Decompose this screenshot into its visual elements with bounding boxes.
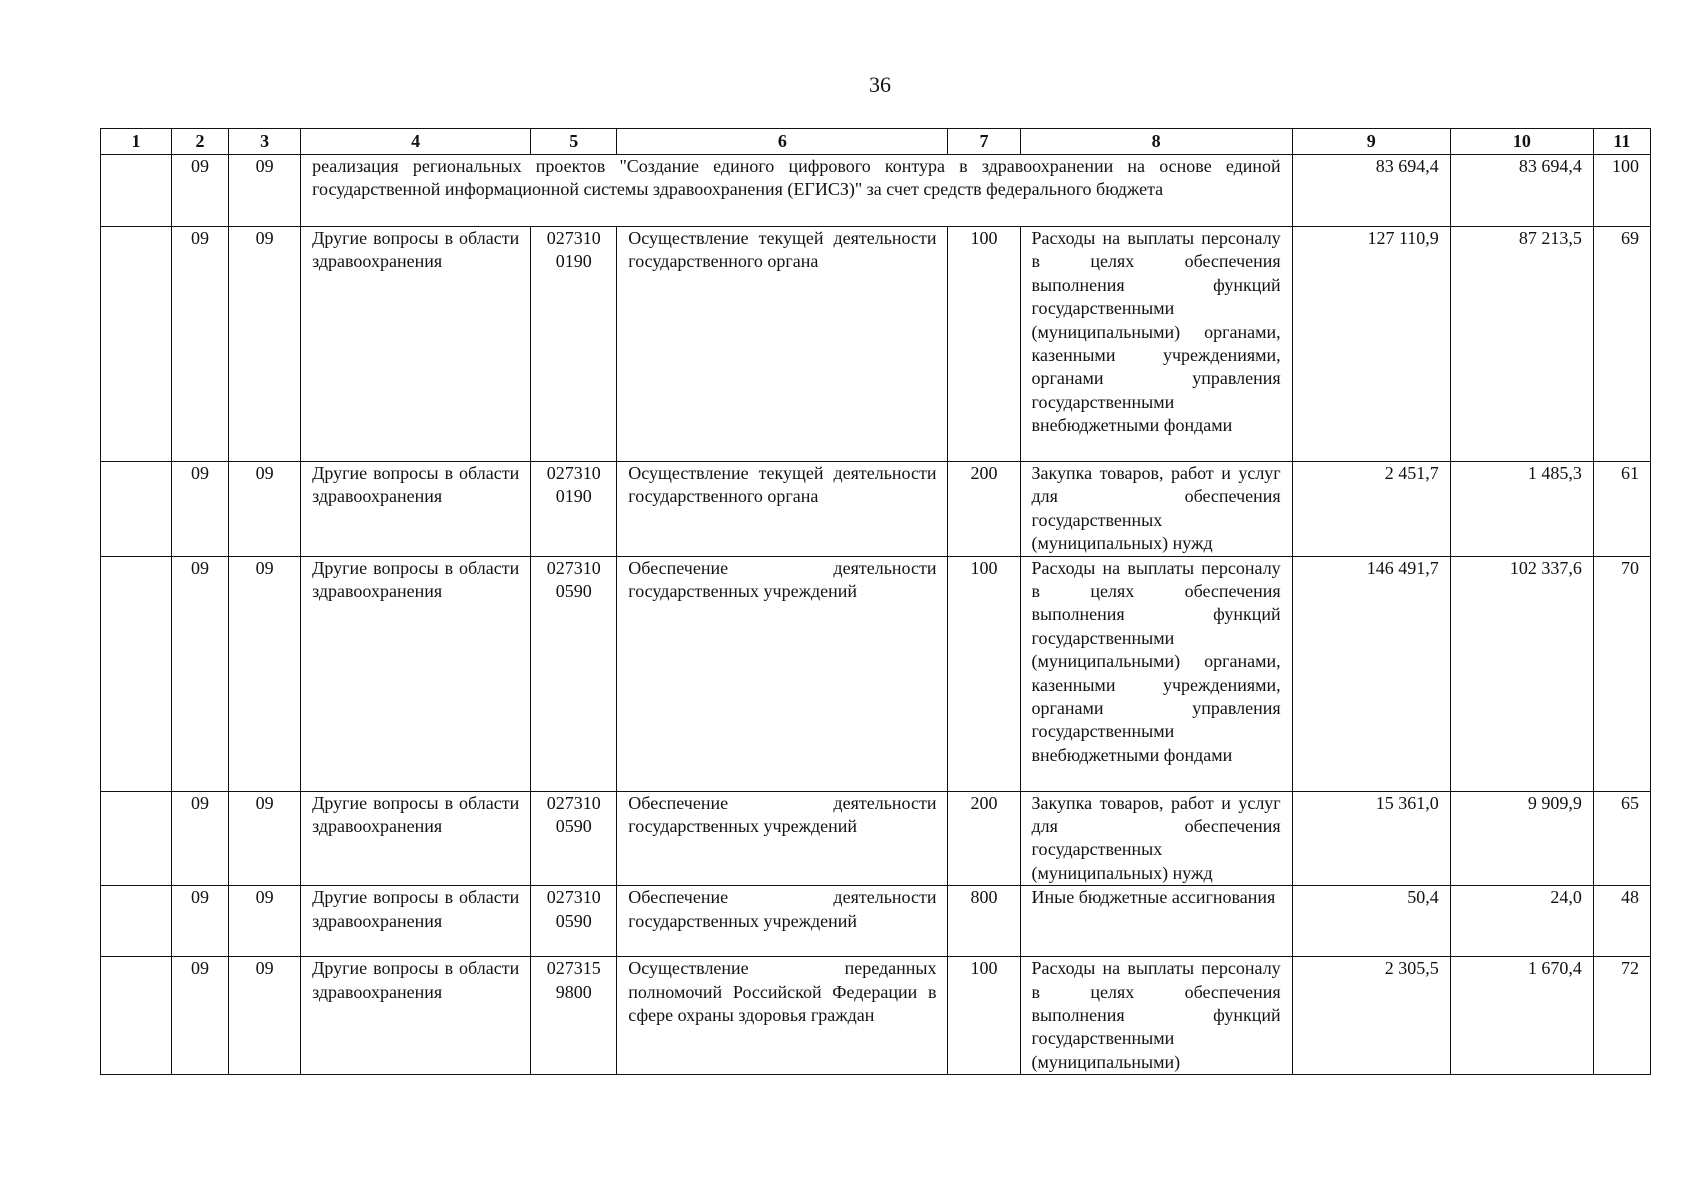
cell-percent: 69 [1593, 227, 1650, 462]
cell-subsection-name: Другие вопросы в области здравоохранения [301, 227, 531, 462]
cell-subsection: 09 [229, 227, 301, 462]
cell-subsection-name: Другие вопросы в области здравоохранения [301, 886, 531, 957]
cell-target-code: 027315 9800 [531, 957, 617, 1075]
cell-target-code: 027310 0590 [531, 886, 617, 957]
cell-actual-amount: 102 337,6 [1450, 556, 1593, 791]
cell-col1 [101, 227, 172, 462]
cell-expense-type-name: Закупка товаров, работ и услуг для обеспечения государственных (муниципальных) нужд [1020, 462, 1292, 557]
cell-col1 [101, 462, 172, 557]
header-col-11: 11 [1593, 129, 1650, 155]
header-col-9: 9 [1292, 129, 1450, 155]
cell-subsection: 09 [229, 155, 301, 227]
cell-actual-amount: 83 694,4 [1450, 155, 1593, 227]
cell-target-code: 027310 0590 [531, 556, 617, 791]
cell-col1 [101, 556, 172, 791]
cell-plan-amount: 146 491,7 [1292, 556, 1450, 791]
cell-percent: 72 [1593, 957, 1650, 1075]
cell-expense-type-code: 200 [948, 791, 1020, 886]
table-row [101, 227, 1651, 462]
cell-target-code: 027310 0190 [531, 462, 617, 557]
cell-expense-type-code: 100 [948, 227, 1020, 462]
header-col-7: 7 [948, 129, 1020, 155]
cell-subsection-name: Другие вопросы в области здравоохранения [301, 462, 531, 557]
cell-plan-amount: 15 361,0 [1292, 791, 1450, 886]
cell-target-code: 027310 0590 [531, 791, 617, 886]
table-row [101, 462, 1651, 557]
cell-target-name: Осуществление текущей деятельности государственного органа [617, 227, 948, 462]
cell-subsection-name: Другие вопросы в области здравоохранения [301, 556, 531, 791]
cell-subsection-name: Другие вопросы в области здравоохранения [301, 957, 531, 1075]
header-col-2: 2 [172, 129, 229, 155]
cell-section: 09 [172, 791, 229, 886]
cell-percent: 70 [1593, 556, 1650, 791]
header-col-1: 1 [101, 129, 172, 155]
cell-section: 09 [172, 227, 229, 462]
cell-target-code: 027310 0190 [531, 227, 617, 462]
cell-target-name: Осуществление переданных полномочий Российской Федерации в сфере охраны здоровья граждан [617, 957, 948, 1075]
page-number: 36 [869, 72, 891, 97]
cell-plan-amount: 50,4 [1292, 886, 1450, 957]
table-row [101, 957, 1651, 1075]
cell-actual-amount: 1 485,3 [1450, 462, 1593, 557]
cell-target-name: Обеспечение деятельности государственных учреждений [617, 556, 948, 791]
cell-expense-type-name: Закупка товаров, работ и услуг для обеспечения государственных (муниципальных) нужд [1020, 791, 1292, 886]
cell-percent: 61 [1593, 462, 1650, 557]
cell-section: 09 [172, 462, 229, 557]
budget-table [100, 128, 1651, 1075]
cell-expense-type-name: Расходы на выплаты персоналу в целях обеспечения выполнения функций государственными (муниципальными) [1020, 957, 1292, 1075]
cell-target-name: Обеспечение деятельности государственных учреждений [617, 791, 948, 886]
cell-subsection: 09 [229, 556, 301, 791]
cell-section: 09 [172, 886, 229, 957]
cell-target-name: Осуществление текущей деятельности государственного органа [617, 462, 948, 557]
cell-col1 [101, 791, 172, 886]
cell-plan-amount: 2 305,5 [1292, 957, 1450, 1075]
header-col-8: 8 [1020, 129, 1292, 155]
cell-expense-type-code: 200 [948, 462, 1020, 557]
cell-actual-amount: 1 670,4 [1450, 957, 1593, 1075]
cell-project-description: реализация региональных проектов "Создание единого цифрового контура в здравоохранении на основе единой государственной информационной системы здравоохранения (ЕГИСЗ)" за счет средств федерального бюджета [301, 155, 1293, 227]
header-col-10: 10 [1450, 129, 1593, 155]
cell-actual-amount: 87 213,5 [1450, 227, 1593, 462]
cell-section: 09 [172, 957, 229, 1075]
cell-subsection: 09 [229, 791, 301, 886]
cell-expense-type-name: Расходы на выплаты персоналу в целях обеспечения выполнения функций государственными (муниципальными) органами, казенными учреждениями, органами управления государственными внебюджетными фондами [1020, 556, 1292, 791]
table-row [101, 886, 1651, 957]
cell-percent: 100 [1593, 155, 1650, 227]
table-row-span [101, 155, 1651, 227]
cell-target-name: Обеспечение деятельности государственных учреждений [617, 886, 948, 957]
cell-col1 [101, 886, 172, 957]
cell-expense-type-code: 800 [948, 886, 1020, 957]
header-col-6: 6 [617, 129, 948, 155]
cell-section: 09 [172, 556, 229, 791]
cell-plan-amount: 2 451,7 [1292, 462, 1450, 557]
cell-section: 09 [172, 155, 229, 227]
cell-col1 [101, 155, 172, 227]
table-body [101, 155, 1651, 1075]
cell-subsection-name: Другие вопросы в области здравоохранения [301, 791, 531, 886]
cell-expense-type-code: 100 [948, 556, 1020, 791]
cell-subsection: 09 [229, 462, 301, 557]
cell-percent: 65 [1593, 791, 1650, 886]
cell-expense-type-code: 100 [948, 957, 1020, 1075]
cell-actual-amount: 24,0 [1450, 886, 1593, 957]
table-header [101, 129, 1651, 155]
header-col-3: 3 [229, 129, 301, 155]
cell-expense-type-name: Иные бюджетные ассигнования [1020, 886, 1292, 957]
table-row [101, 556, 1651, 791]
cell-expense-type-name: Расходы на выплаты персоналу в целях обеспечения выполнения функций государственными (муниципальными) органами, казенными учреждениями, органами управления государственными внебюджетными фондами [1020, 227, 1292, 462]
cell-col1 [101, 957, 172, 1075]
cell-plan-amount: 127 110,9 [1292, 227, 1450, 462]
cell-plan-amount: 83 694,4 [1292, 155, 1450, 227]
cell-actual-amount: 9 909,9 [1450, 791, 1593, 886]
header-row [101, 129, 1651, 155]
cell-subsection: 09 [229, 886, 301, 957]
header-col-5: 5 [531, 129, 617, 155]
cell-percent: 48 [1593, 886, 1650, 957]
table-row [101, 791, 1651, 886]
header-col-4: 4 [301, 129, 531, 155]
cell-subsection: 09 [229, 957, 301, 1075]
